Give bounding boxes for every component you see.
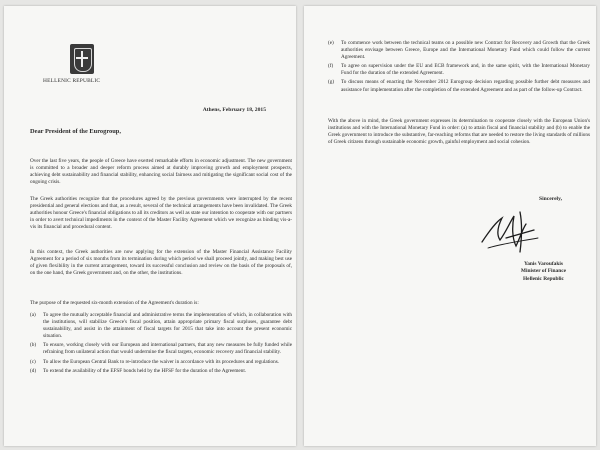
hellenic-seal-icon (70, 44, 94, 74)
list-item: (d) To extend the availability of the EFSF bonds held by the HFSF for the duration of the Agreement. (30, 367, 247, 374)
signatory-title: Minister of Finance (520, 268, 566, 275)
closing-paragraph: With the above in mind, the Greek government expresses its determination to cooperate closely with the European Union's institutions and with the International Monetary Fund in order: (a) to attain fiscal and financial stability and (b) to enable the Greek government to introduce the substantive, far-reaching reforms that are needed to restore the living standards of millions of Greek citizens through sustainable economic growth, gainful employment and social cohesion. (328, 118, 590, 146)
salutation: Dear President of the Eurogroup, (30, 128, 121, 135)
signature-icon (476, 208, 546, 256)
letter-page-right (304, 6, 596, 446)
list-item: (f) To agree on supervision under the EU and ECB framework and, in the same spirit, with the International Monetary Fund for the duration of the extended Agreement. (328, 63, 590, 77)
paragraph-3: In this context, the Greek authorities are now applying for the extension of the Master Financial Assistance Facility Agreement for a period of six months from its termination during which period we shall proceed jointly, and making best use of given flexibility in the current arrangement, toward its successful conclusion and review on the basis of the proposals of, on the one hand, the Greek government and, on the other, the institutions. (30, 249, 292, 277)
list-item: (c) To allow the European Central Bank to re-introduce the waiver in accordance with its procedures and regulations. (30, 358, 280, 365)
purpose-list-left (30, 312, 292, 377)
signatory-name: Yanis Varoufakis (523, 261, 563, 267)
letter-page-left (4, 6, 296, 446)
paragraph-1: Over the last five years, the people of Greece have exerted remarkable efforts in economic adjustment. The new government is committed to a broader and deeper reform process aimed at durably improving growth and employment prospects, achieving debt sustainability and financial stability, enhancing social fairness and mitigating the significant social cost of the ongoing crisis. (30, 158, 292, 186)
signatory-org: Hellenic Republic (522, 275, 564, 282)
letter-date: Athens, February 18, 2015 (202, 107, 266, 113)
purpose-list-right (328, 40, 590, 96)
list-item: (e) To commence work between the technical teams on a possible new Contract for Recovery and Growth that the Greek authorities envisage between Greece, Europe and the International Monetary Fund which could follow the current Agreement. (328, 40, 590, 61)
signature-block (521, 261, 566, 283)
list-item: (a) To agree the mutually acceptable financial and administrative terms the implementation of which, in collaboration with the institutions, will stabilize Greece's fiscal position, attain appropriate primary fiscal surpluses, guarantee debt sustainability, and assist in the attainment of fiscal targets for 2015 that take into account the present economic situation. (30, 312, 292, 340)
list-item: (g) To discuss means of enacting the November 2012 Eurogroup decision regarding possible further debt measures and assistance for implementation after the completion of the extended Agreement and as part of the follow-up Contract. (328, 79, 590, 93)
paragraph-2: The Greek authorities recognize that the procedures agreed by the previous governments were interrupted by the recent presidential and general elections and that, as a result, several of the technical arrangements have been invalidated. The Greek authorities honour Greece's financial obligations to all its creditors as well as state our intention to cooperate with our partners in order to avert technical impediments in the context of the Master Facility Agreement which we recognize as binding vis-a-vis its financial and procedural content. (30, 196, 292, 231)
list-item: (b) To ensure, working closely with our European and international partners, that any new measures be fully funded while refraining from unilateral action that would undermine the fiscal targets, economic recovery and financial stability. (30, 342, 292, 356)
letterhead-org: HELLENIC REPUBLIC (43, 78, 101, 84)
paragraph-4: The purpose of the requested six-month extension of the Agreement's duration is: (30, 300, 199, 306)
closing-sincerely: Sincerely, (538, 196, 562, 202)
